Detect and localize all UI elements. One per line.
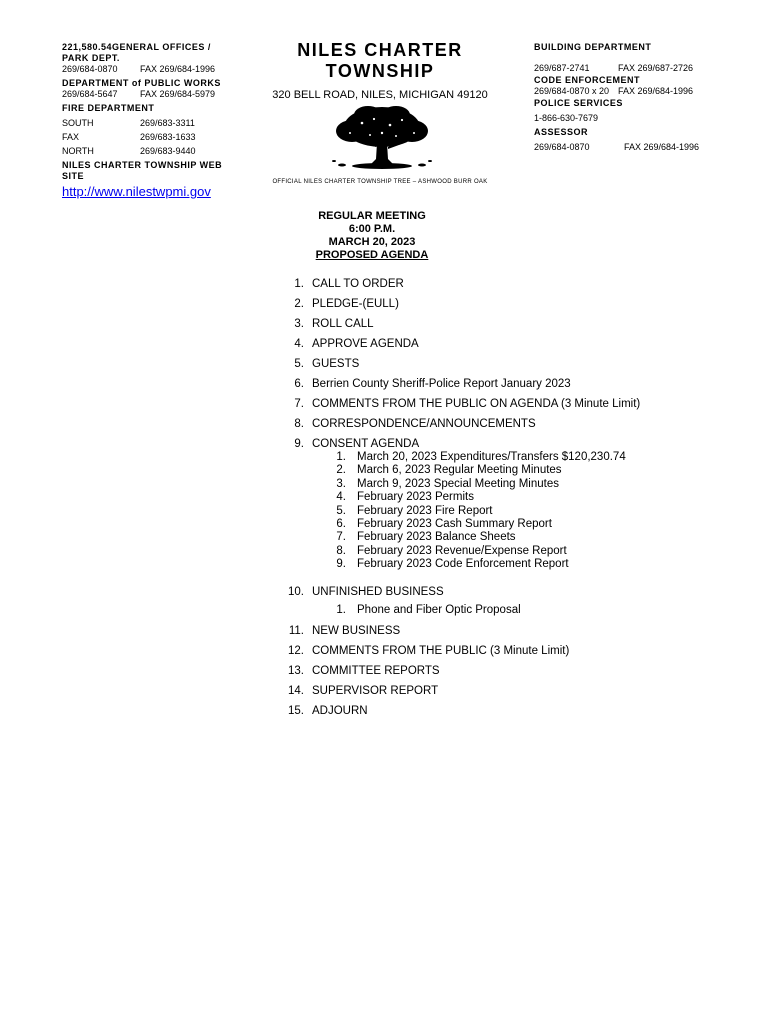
- agenda-item-number: 1.: [294, 278, 304, 290]
- subitem-number: 4.: [336, 491, 346, 504]
- township-address: 320 BELL ROAD, NILES, MICHIGAN 49120: [272, 89, 488, 101]
- website-link[interactable]: http://www.nilestwpmi.gov: [62, 184, 211, 199]
- tree-caption: OFFICIAL NILES CHARTER TOWNSHIP TREE – ASHWOOD BURR OAK: [272, 179, 488, 185]
- consent-subitem: [330, 545, 724, 558]
- agenda-item-number: 9.: [294, 438, 304, 450]
- assessor-fax: FAX 269/684-1996: [624, 142, 700, 152]
- subitem-number: 8.: [336, 544, 346, 557]
- consent-subitem: [330, 518, 724, 531]
- fire-value: 269/683-1633: [140, 132, 196, 142]
- agenda-item: [284, 336, 724, 356]
- subitem-text: February 2023 Revenue/Expense Report: [357, 544, 567, 557]
- agenda-list: [284, 276, 724, 723]
- consent-subitem: [330, 464, 724, 477]
- fire-row-fax: [62, 132, 232, 146]
- agenda-item-number: 7.: [294, 398, 304, 410]
- subitem-number: 1.: [336, 451, 346, 463]
- consent-subitem: [330, 491, 724, 504]
- consent-subitem: [330, 505, 724, 518]
- assessor-title: ASSESSOR: [534, 127, 589, 137]
- agenda-item-number: 5.: [294, 358, 304, 370]
- general-fax: FAX 269/684-1996: [140, 64, 216, 74]
- agenda-item-text: COMMENTS FROM THE PUBLIC ON AGENDA (3 Minute Limit): [312, 398, 641, 410]
- subitem-text: February 2023 Balance Sheets: [357, 531, 516, 544]
- agenda-item: [284, 316, 724, 336]
- agenda-item-text: ADJOURN: [312, 704, 368, 717]
- meeting-heading: [272, 210, 472, 262]
- agenda-item-number: 8.: [294, 418, 304, 430]
- code-phone: 269/684-0870 x 20: [534, 86, 610, 96]
- agenda-item: [284, 683, 724, 703]
- agenda-item-number: 2.: [294, 298, 304, 310]
- dpw-fax: FAX 269/684-5979: [140, 89, 216, 99]
- agenda-item-number: 13.: [288, 664, 304, 677]
- police-phone: 1-866-630-7679: [534, 113, 599, 123]
- park-dept-title: PARK DEPT.: [62, 53, 120, 63]
- subitem-number: 3.: [336, 477, 346, 490]
- right-contact-column: [534, 42, 734, 154]
- agenda-item: [284, 663, 724, 683]
- oak-tree-icon: [322, 103, 442, 173]
- agenda-item-number: 15.: [288, 704, 304, 717]
- subitem-text: March 9, 2023 Special Meeting Minutes: [357, 477, 559, 490]
- meeting-date: MARCH 20, 2023: [328, 236, 416, 248]
- agenda-item-text: GUESTS: [312, 358, 360, 370]
- agenda-item-number: 14.: [288, 684, 304, 697]
- agenda-item-text: UNFINISHED BUSINESS: [312, 585, 444, 598]
- meeting-time: 6:00 P.M.: [348, 223, 396, 235]
- fire-row-north: [62, 146, 232, 160]
- general-phone: 269/684-0870: [62, 64, 118, 74]
- unfinished-business-sublist: [330, 604, 724, 617]
- subitem-number: 9.: [336, 558, 346, 571]
- assessor-phone: 269/684-0870: [534, 142, 590, 152]
- website-title: NILES CHARTER TOWNSHIP WEB: [62, 160, 223, 170]
- code-fax: FAX 269/684-1996: [618, 86, 694, 96]
- code-enforcement-title: CODE ENFORCEMENT: [534, 75, 641, 85]
- building-contact: [534, 63, 734, 75]
- agenda-item: [284, 623, 724, 643]
- fire-label: FAX: [62, 132, 80, 142]
- township-name: NILES CHARTER TOWNSHIP: [297, 40, 463, 81]
- agenda-item: [284, 703, 724, 723]
- agenda-item: [284, 396, 724, 416]
- subitem-text: February 2023 Cash Summary Report: [357, 517, 552, 530]
- subitem-text: Phone and Fiber Optic Proposal: [357, 603, 521, 616]
- consent-subitem: [330, 531, 724, 544]
- agenda-item-text: CALL TO ORDER: [312, 278, 404, 290]
- consent-subitem: [330, 451, 724, 464]
- subitem-text: February 2023 Fire Report: [357, 504, 493, 517]
- subitem-number: 5.: [336, 504, 346, 517]
- building-fax: FAX 269/687-2726: [618, 63, 694, 73]
- website-title-2: SITE: [62, 171, 85, 181]
- police-services-title: POLICE SERVICES: [534, 98, 623, 108]
- agenda-item-text: CORRESPONDENCE/ANNOUNCEMENTS: [312, 418, 536, 430]
- subitem-number: 6.: [336, 517, 346, 530]
- agenda-item: [284, 296, 724, 316]
- agenda-item-number: 10.: [288, 585, 304, 598]
- fire-label: SOUTH: [62, 118, 94, 128]
- consent-subitem: [330, 478, 724, 491]
- fire-label: NORTH: [62, 146, 94, 156]
- subitem-number: 2.: [336, 464, 346, 477]
- subitem-text: March 6, 2023 Regular Meeting Minutes: [357, 464, 562, 477]
- meeting-type: REGULAR MEETING: [318, 210, 426, 222]
- agenda-item-number: 4.: [294, 338, 304, 350]
- agenda-item-text: Berrien County Sheriff-Police Report January 2023: [312, 378, 571, 390]
- fire-value: 269/683-9440: [140, 146, 196, 156]
- agenda-item: [284, 643, 724, 663]
- dpw-contact: [62, 89, 232, 101]
- consent-agenda-sublist: [330, 451, 724, 572]
- agenda-item: [284, 376, 724, 396]
- dpw-title: DEPARTMENT of PUBLIC WORKS: [62, 78, 221, 88]
- building-phone: 269/687-2741: [534, 63, 590, 73]
- general-offices-title: 221,580.54GENERAL OFFICES /: [62, 42, 211, 52]
- subitem-number: 1.: [336, 603, 346, 616]
- agenda-item-number: 11.: [288, 624, 304, 637]
- left-contact-column: [62, 42, 232, 200]
- agenda-item-number: 6.: [294, 378, 304, 390]
- agenda-item: [284, 416, 724, 436]
- agenda-item-number: 12.: [288, 644, 304, 657]
- agenda-item: [284, 584, 724, 604]
- agenda-item: [284, 276, 724, 296]
- agenda-item-text: COMMITTEE REPORTS: [312, 664, 440, 677]
- agenda-item-text: COMMENTS FROM THE PUBLIC (3 Minute Limit): [312, 644, 570, 657]
- agenda-item: [284, 356, 724, 376]
- agenda-item-text: PLEDGE-(EULL): [312, 298, 399, 310]
- agenda-item: [284, 436, 724, 451]
- subitem-text: February 2023 Code Enforcement Report: [357, 558, 569, 571]
- agenda-item-text: APPROVE AGENDA: [312, 338, 419, 350]
- agenda-item-text: ROLL CALL: [312, 318, 374, 330]
- consent-subitem: [330, 558, 724, 571]
- subitem-text: February 2023 Permits: [357, 491, 474, 504]
- fire-row-south: [62, 118, 232, 132]
- building-dept-title: BUILDING DEPARTMENT: [534, 42, 652, 52]
- unfinished-subitem: [330, 604, 724, 617]
- fire-value: 269/683-3311: [140, 118, 195, 128]
- subitem-text: March 20, 2023 Expenditures/Transfers $120,230.74: [357, 451, 626, 463]
- assessor-contact: [534, 142, 734, 154]
- dpw-phone: 269/684-5647: [62, 89, 118, 99]
- fire-dept-title: FIRE DEPARTMENT: [62, 103, 155, 113]
- agenda-title: PROPOSED AGENDA: [315, 249, 429, 261]
- agenda-item-text: SUPERVISOR REPORT: [312, 684, 439, 697]
- agenda-item-number: 3.: [294, 318, 304, 330]
- general-offices-contact: [62, 64, 232, 76]
- subitem-number: 7.: [336, 531, 346, 544]
- agenda-item-text: CONSENT AGENDA: [312, 438, 420, 450]
- agenda-item-text: NEW BUSINESS: [312, 624, 401, 637]
- code-enforcement-contact: [534, 86, 734, 98]
